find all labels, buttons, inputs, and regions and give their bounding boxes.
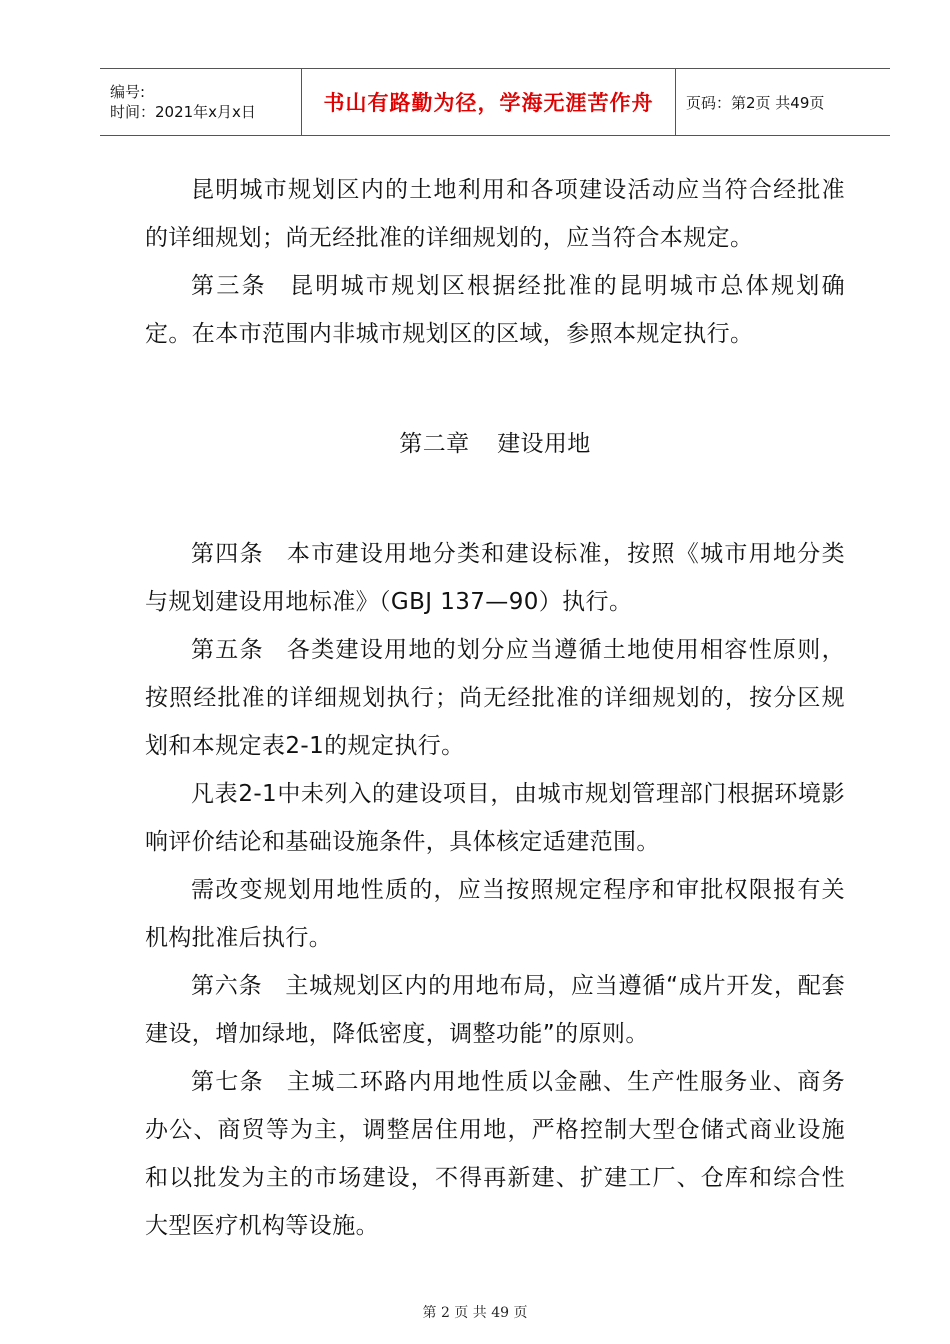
chapter-heading [145, 420, 845, 468]
article-number: 第六条 [191, 973, 263, 999]
paragraph: 需改变规划用地性质的，应当按照规定程序和审批权限报有关机构批准后执行。 [145, 877, 845, 951]
paragraph: 凡表2-1中未列入的建设项目，由城市规划管理部门根据环境影响评价结论和基础设施条件，具体核定适建范围。 [145, 781, 845, 855]
page-footer: 第 2 页 共 49 页 [422, 1305, 528, 1321]
article-text: 昆明城市规划区根据经批准的昆明城市总体规划确定。在本市范围内非城市规划区的区域，参照本规定执行。 [145, 273, 845, 347]
article-paragraph [145, 962, 845, 1058]
article-paragraph [145, 626, 845, 770]
article-paragraph [145, 262, 845, 358]
article-text: 各类建设用地的划分应当遵循土地使用相容性原则，按照经批准的详细规划执行；尚无经批准的详细规划的，按分区规划和本规定表2-1的规定执行。 [145, 637, 846, 759]
document-date: 时间：2021年x月x日 [110, 103, 256, 121]
header-meta [100, 69, 302, 135]
chapter-title: 建设用地 [497, 431, 591, 457]
header-page-cell [676, 69, 890, 135]
chapter-number: 第二章 [399, 431, 470, 457]
article-text: 主城规划区内的用地布局，应当遵循“成片开发，配套建设，增加绿地，降低密度，调整功能”的原则。 [145, 973, 846, 1047]
page-header [100, 68, 890, 136]
header-page-info: 页码：第2页 共49页 [686, 93, 825, 112]
document-body [145, 166, 845, 1250]
article-paragraph [145, 1058, 845, 1250]
article-paragraph [145, 530, 845, 626]
paragraph: 昆明城市规划区内的土地利用和各项建设活动应当符合经批准的详细规划；尚无经批准的详细规划的，应当符合本规定。 [145, 177, 845, 251]
article-text: 主城二环路内用地性质以金融、生产性服务业、商务办公、商贸等为主，调整居住用地，严格控制大型仓储式商业设施和以批发为主的市场建设，不得再新建、扩建工厂、仓库和综合性大型医疗机构等设施。 [145, 1069, 846, 1239]
article-number: 第三条 [191, 273, 267, 299]
header-slogan: 书山有路勤为径，学海无涯苦作舟 [323, 91, 654, 115]
article-text: 本市建设用地分类和建设标准，按照《城市用地分类与规划建设用地标准》（GBJ 137—90）执行。 [145, 541, 846, 615]
article-number: 第四条 [191, 541, 264, 567]
header-slogan-cell [302, 69, 676, 135]
article-number: 第七条 [191, 1069, 264, 1095]
article-number: 第五条 [191, 637, 264, 663]
document-number-label: 编号: [110, 83, 146, 101]
